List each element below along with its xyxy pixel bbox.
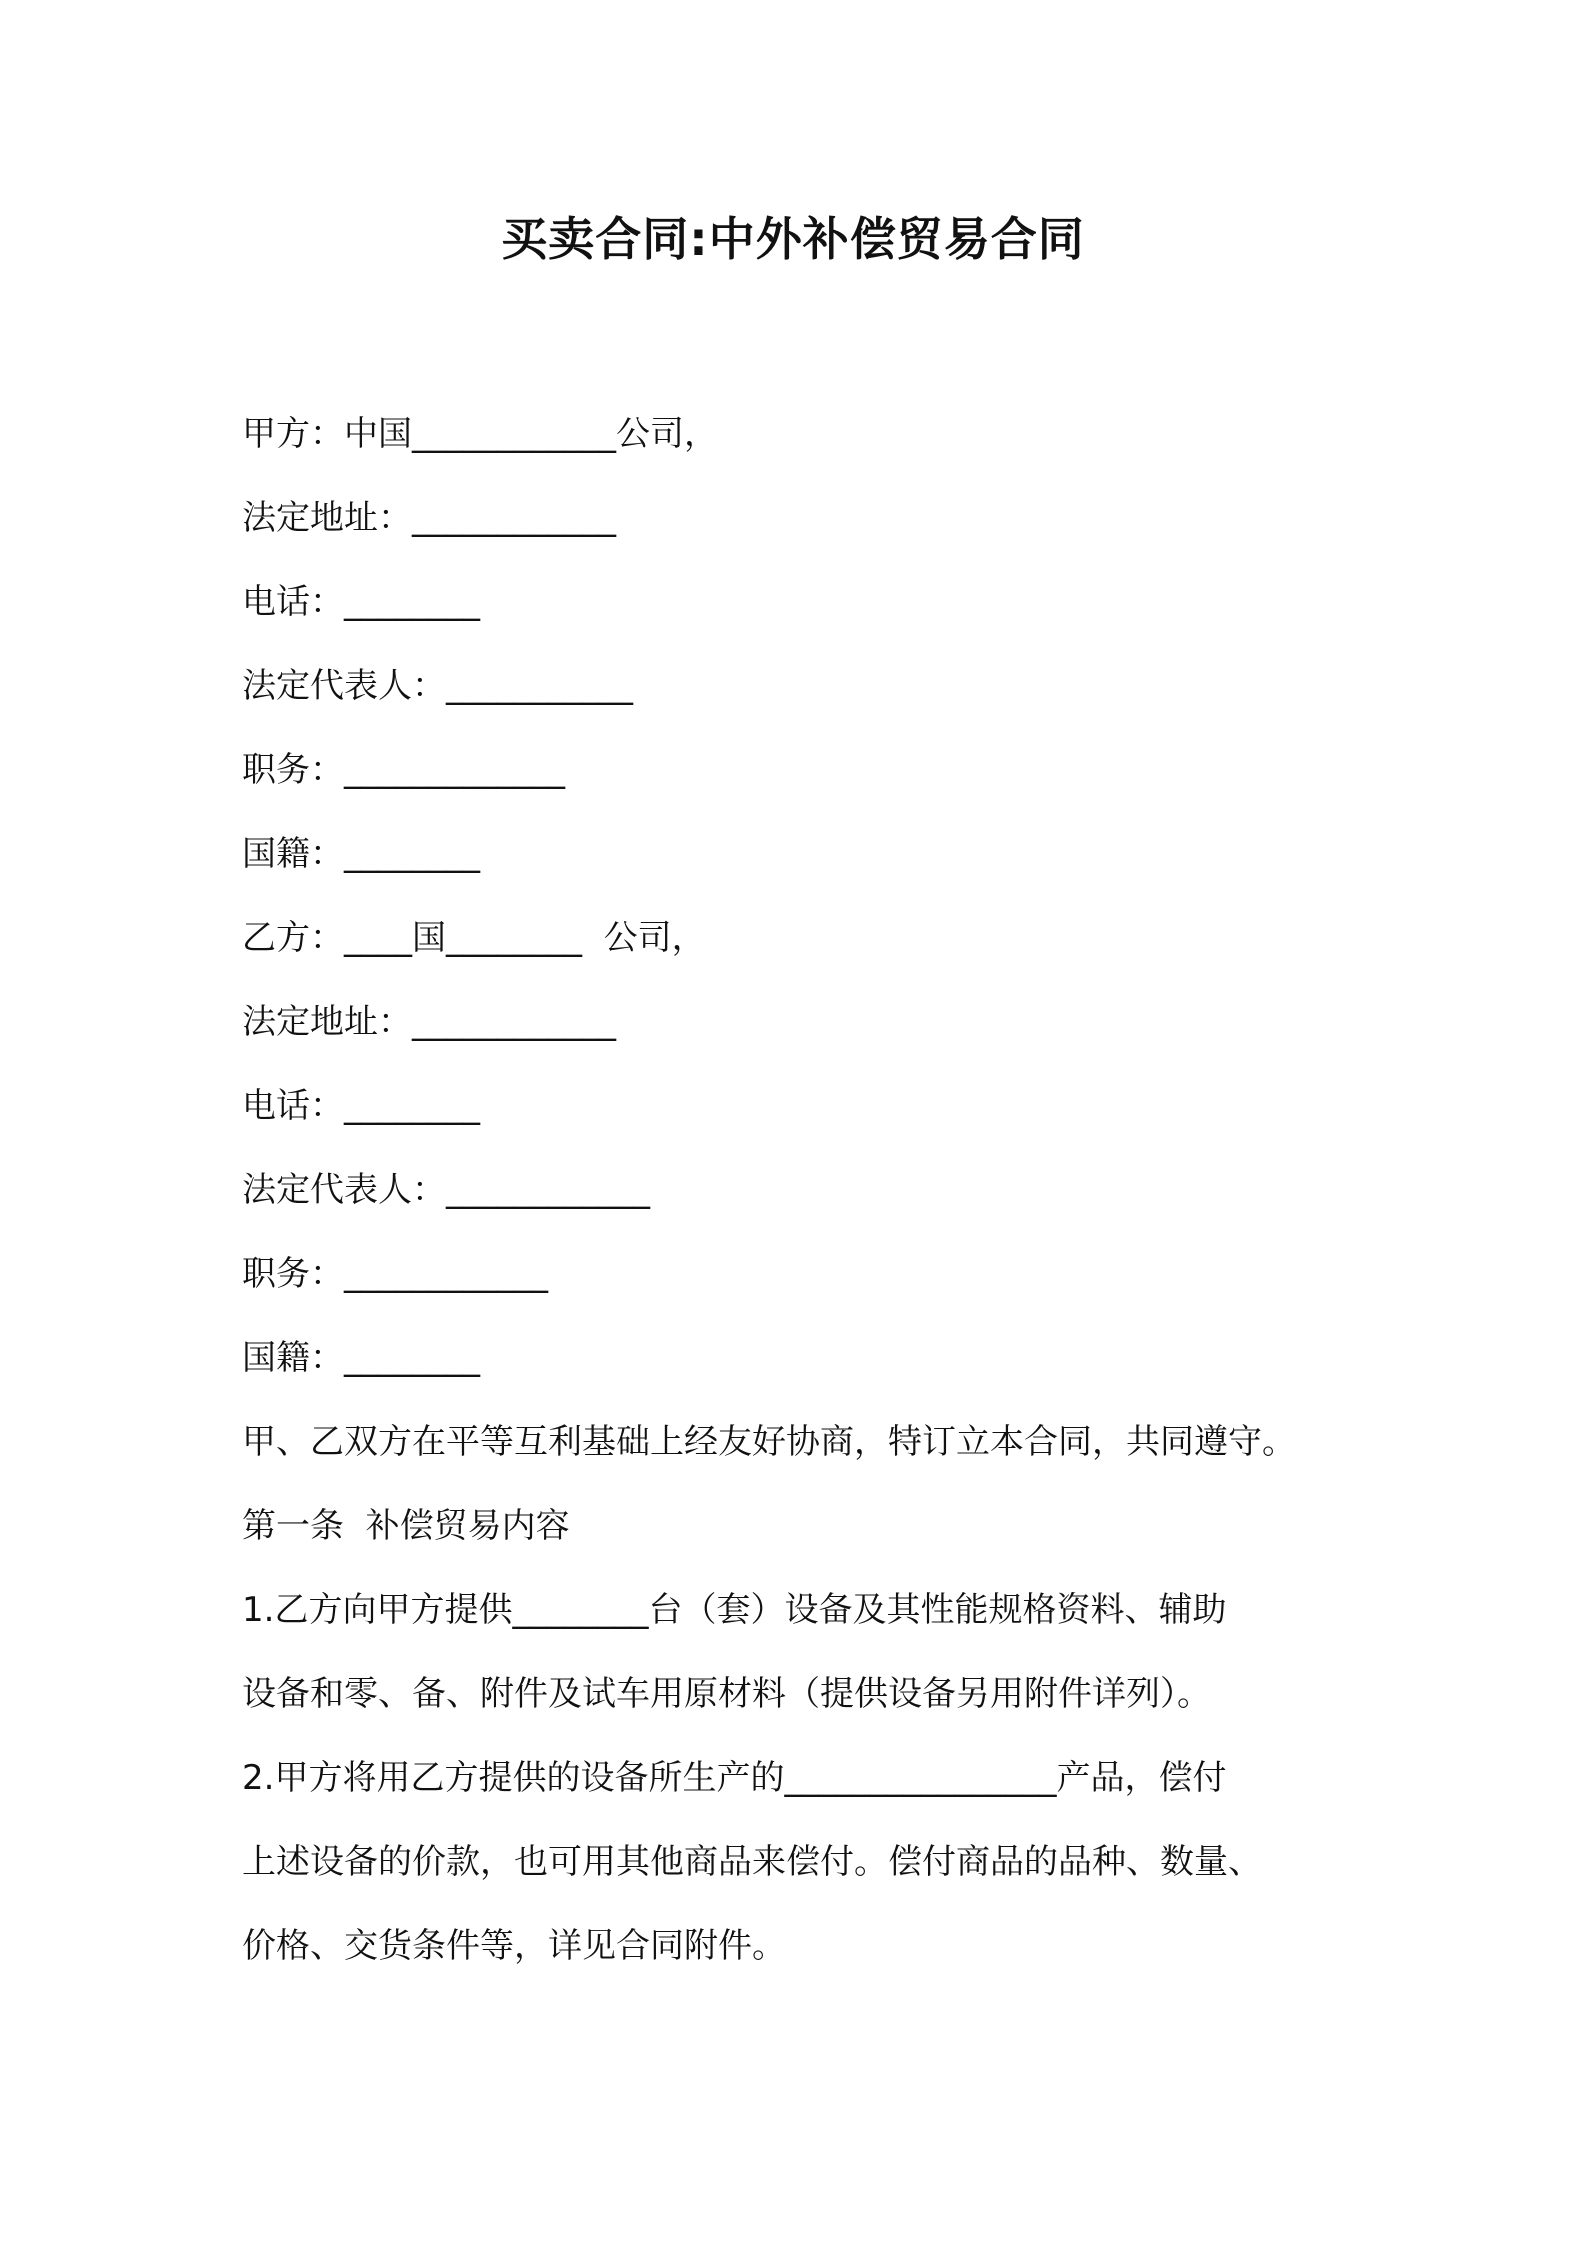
preamble: 甲、乙双方在平等互利基础上经友好协商，特订立本合同，共同遵守。 bbox=[242, 1422, 1296, 1462]
party-b-nationality: 国籍：________ bbox=[242, 1338, 480, 1378]
article-1-heading: 第一条 补偿贸易内容 bbox=[242, 1506, 570, 1546]
party-b-position: 职务：____________ bbox=[242, 1254, 548, 1294]
clause-2-line-3: 价格、交货条件等，详见合同附件。 bbox=[242, 1926, 786, 1966]
party-b-representative: 法定代表人：____________ bbox=[242, 1170, 650, 1210]
document-title: 买卖合同:中外补偿贸易合同 bbox=[501, 212, 1085, 266]
party-b-address: 法定地址：____________ bbox=[242, 1002, 616, 1042]
party-b-name: 乙方：____国________ 公司， bbox=[242, 918, 706, 958]
party-b-phone: 电话：________ bbox=[242, 1086, 480, 1126]
clause-2-line-2: 上述设备的价款，也可用其他商品来偿付。偿付商品的品种、数量、 bbox=[242, 1842, 1262, 1882]
party-a-position: 职务：_____________ bbox=[242, 750, 565, 790]
party-a-name: 甲方：中国____________公司， bbox=[242, 414, 718, 454]
clause-1-line-1: 1.乙方向甲方提供________台（套）设备及其性能规格资料、辅助 bbox=[242, 1590, 1227, 1630]
party-a-address: 法定地址：____________ bbox=[242, 498, 616, 538]
clause-2-line-1: 2.甲方将用乙方提供的设备所生产的________________产品，偿付 bbox=[242, 1758, 1227, 1798]
clause-1-line-2: 设备和零、备、附件及试车用原材料（提供设备另用附件详列）。 bbox=[242, 1674, 1211, 1714]
party-a-nationality: 国籍：________ bbox=[242, 834, 480, 874]
party-a-phone: 电话：________ bbox=[242, 582, 480, 622]
party-a-representative: 法定代表人：___________ bbox=[242, 666, 633, 706]
